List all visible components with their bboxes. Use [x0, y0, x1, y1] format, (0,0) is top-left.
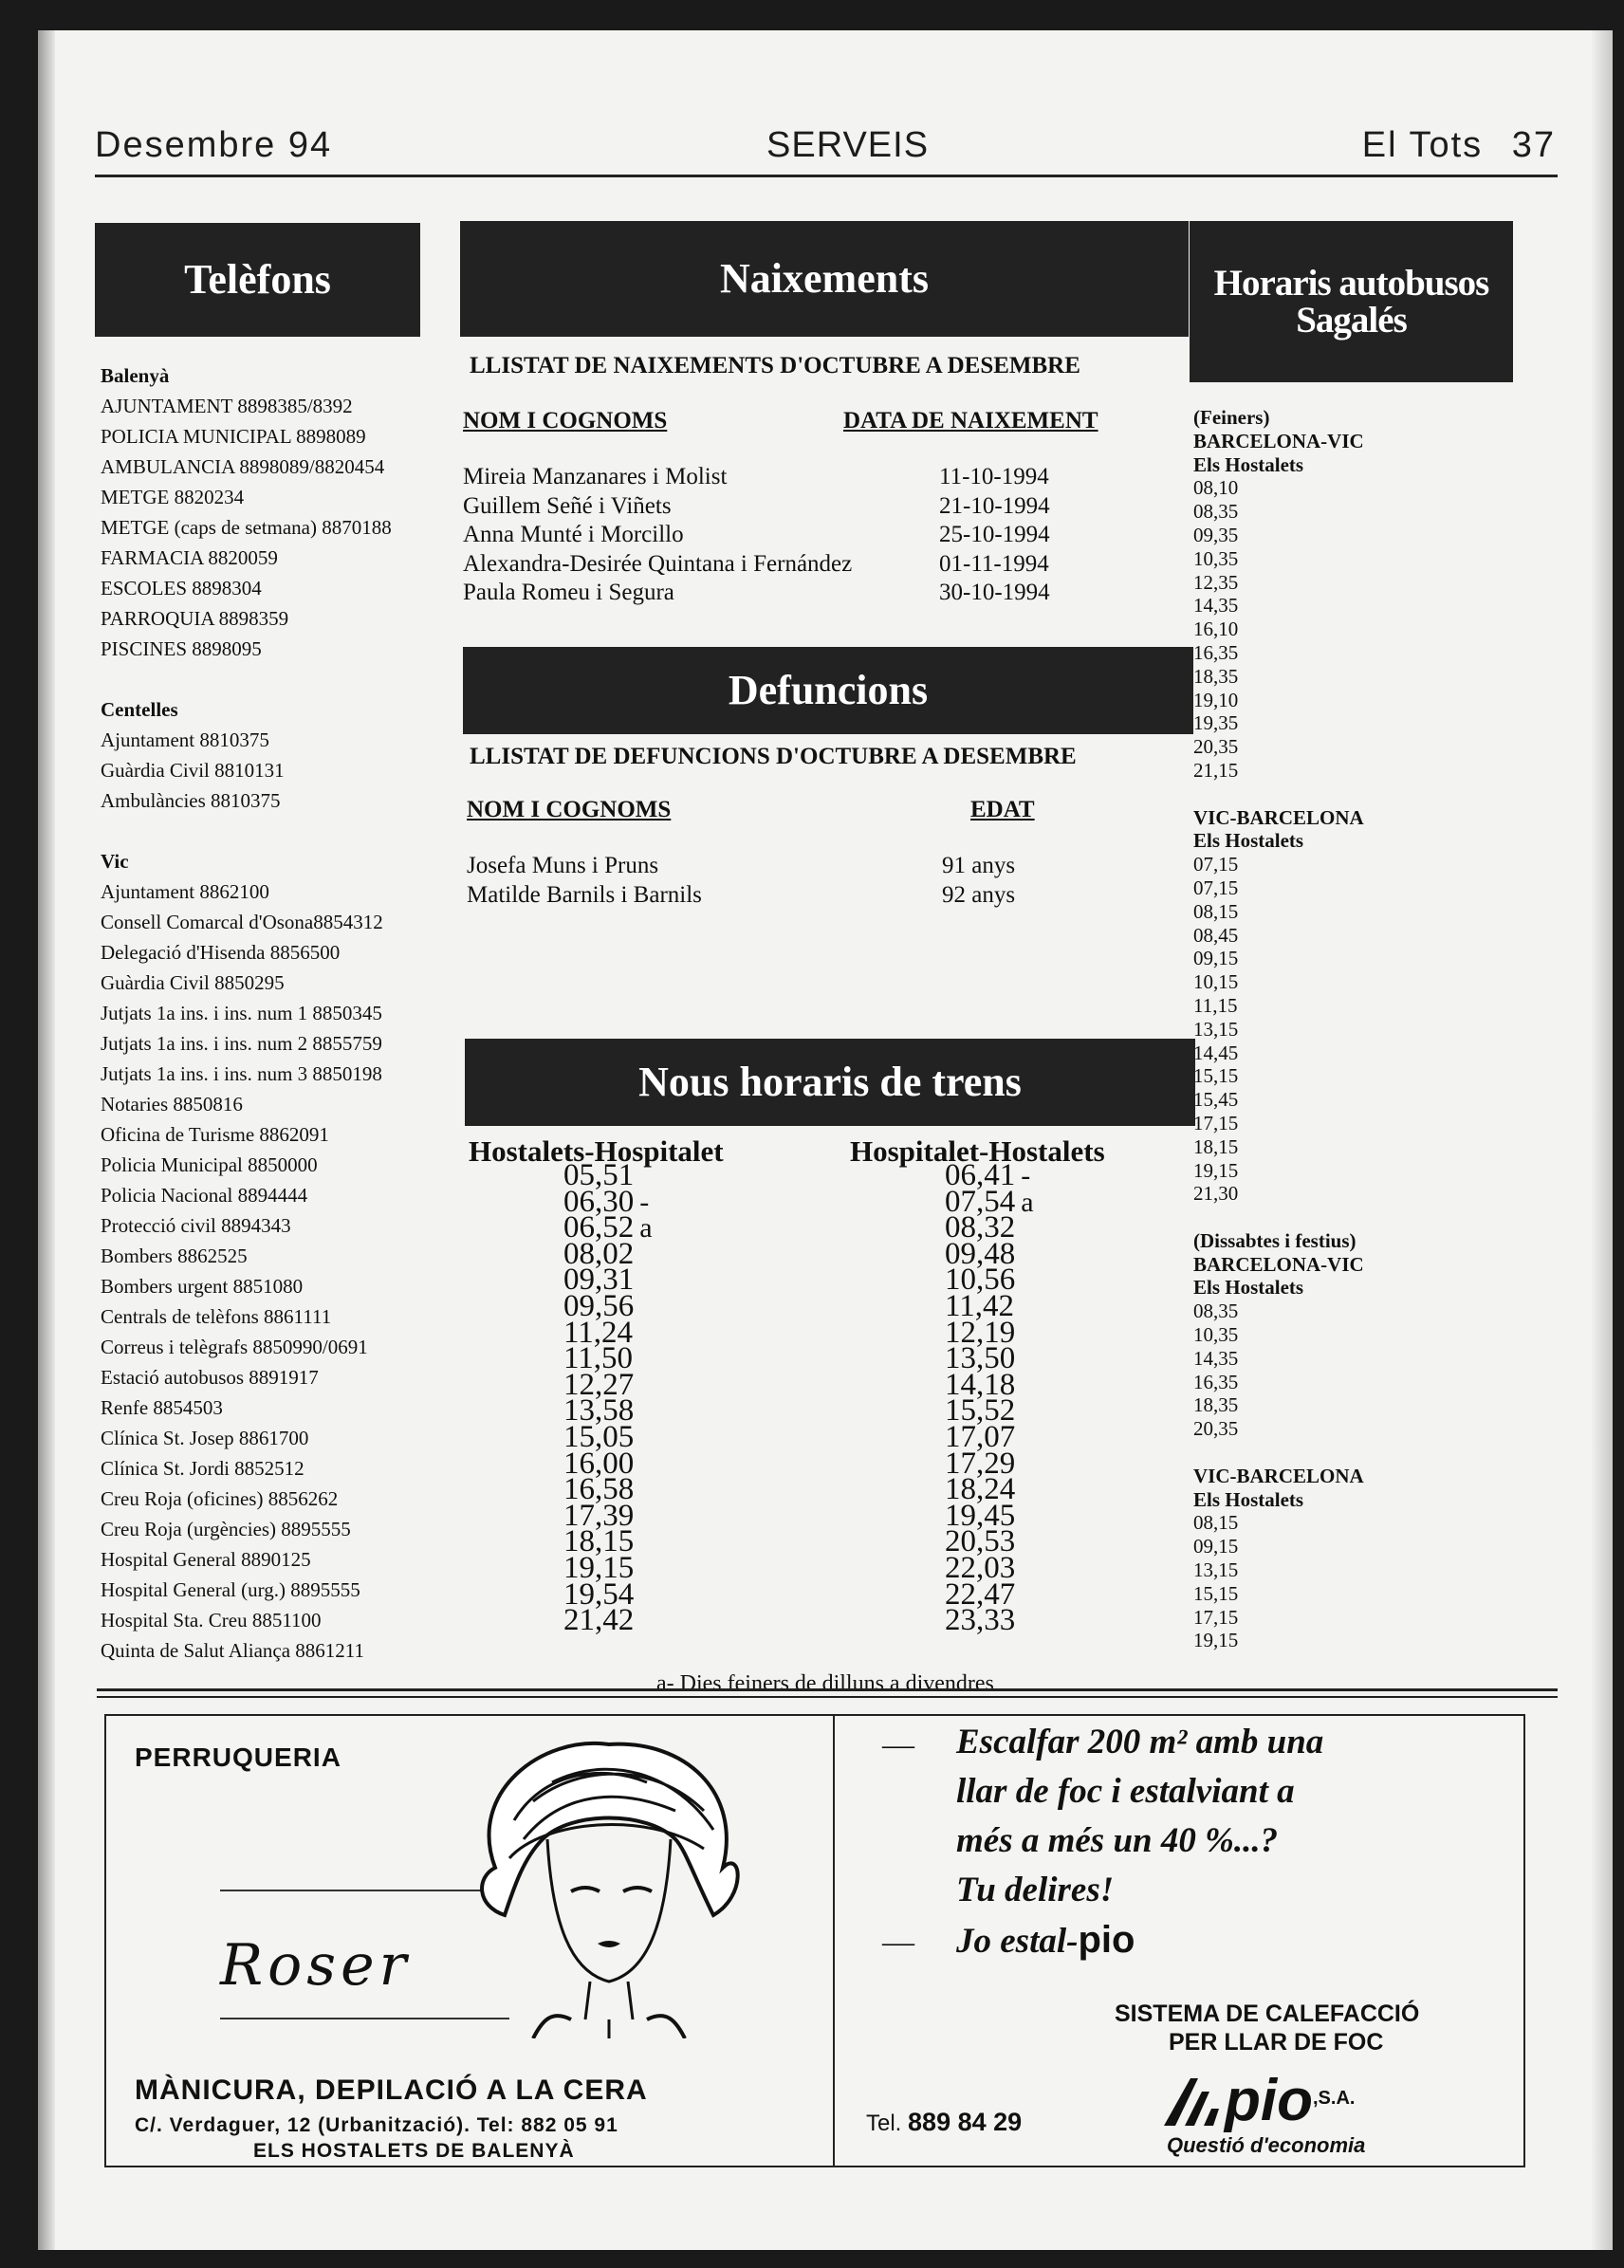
naixement-date: 11-10-1994 [939, 464, 1049, 489]
ad-pio-phone [866, 2108, 1022, 2137]
phone-entry: Creu Roja (urgències) 8895555 [101, 1518, 351, 1540]
bus-time: 21,30 [1193, 1182, 1239, 1206]
bus-time: 17,15 [1193, 1111, 1239, 1134]
pio-logo-icon [1162, 2074, 1221, 2128]
trens-title: Nous horaris de trens [638, 1059, 1022, 1105]
phone-entry: AMBULANCIA 8898089/8820454 [101, 455, 385, 478]
naixement-name: Paula Romeu i Segura [463, 580, 674, 605]
trens-dir1-times [563, 1158, 653, 1638]
ad-pio-phone-number: 889 84 29 [908, 2108, 1023, 2136]
bus-time: 15,15 [1193, 1064, 1239, 1088]
defuncio-name: Matilde Barnils i Barnils [467, 881, 702, 908]
bus-time: 07,15 [1193, 876, 1239, 899]
ad-pio-dash: — [882, 1925, 914, 1960]
defuncions-names [467, 852, 702, 910]
defuncions-col-age: EDAT [970, 797, 1035, 822]
phone-entry: Bombers urgent 8851080 [101, 1275, 304, 1298]
telefons-title: Telèfons [184, 256, 331, 303]
phone-entry: Consell Comarcal d'Osona8854312 [101, 911, 383, 933]
bus-route-heading: VIC-BARCELONA [1193, 1464, 1364, 1487]
ad-pio-tagline1: SISTEMA DE CALEFACCIÓ [1115, 2001, 1420, 2027]
telefons-banner [95, 223, 420, 337]
bus-time: 19,15 [1193, 1158, 1239, 1182]
train-time: 06,30 -a [563, 1184, 653, 1245]
naixements-col-date: DATA DE NAIXEMENT [843, 408, 1098, 433]
ad-pio-motto: Questió d'economia [1167, 2133, 1366, 2157]
header-rule [95, 175, 1558, 177]
bus-time: 17,15 [1193, 1605, 1239, 1629]
page-header [95, 125, 1556, 167]
train-time: 06,52 [563, 1210, 635, 1245]
phone-entry: Jutjats 1a ins. i ins. num 1 8850345 [101, 1002, 382, 1024]
train-time: 15,05 [563, 1419, 635, 1454]
phone-entry: METGE 8820234 [101, 486, 245, 508]
bus-time: 08,35 [1193, 500, 1239, 524]
bus-time: 09,15 [1193, 1535, 1239, 1558]
phone-entry: Jutjats 1a ins. i ins. num 2 8855759 [101, 1032, 382, 1055]
defuncions-title: Defuncions [728, 667, 929, 713]
phone-entry: Guàrdia Civil 8850295 [101, 971, 285, 994]
train-time: 21,42 [563, 1603, 635, 1638]
phone-entry: Notaries 8850816 [101, 1093, 243, 1116]
train-time: 20,53 [945, 1524, 1016, 1559]
train-time: 10,56 [945, 1263, 1016, 1298]
bus-time: 14,35 [1193, 1346, 1239, 1370]
phone-entry: Clínica St. Josep 8861700 [101, 1427, 309, 1449]
bus-time: 15,45 [1193, 1088, 1239, 1112]
train-time: 08,02 [563, 1236, 635, 1271]
phone-entry: PISCINES 8898095 [101, 637, 262, 660]
defuncio-age: 92 anys [942, 881, 1016, 908]
bus-time: 13,15 [1193, 1017, 1239, 1041]
defuncions-subtitle: LLISTAT DE DEFUNCIONS D'OCTUBRE A DESEMBRE [470, 744, 1077, 769]
autobusos-title-line1: Horaris autobusos [1213, 263, 1489, 304]
phone-group-name: Balenyà [101, 364, 170, 387]
hairdresser-illustration [457, 1735, 751, 2038]
train-time: 07,54 [945, 1184, 1016, 1219]
train-time-suffix: -a [639, 1186, 653, 1245]
ad-pio [833, 1714, 1525, 2167]
naixements-dates [939, 463, 1050, 608]
autobusos-title-line2: Sagalés [1296, 300, 1407, 341]
bus-time: 15,15 [1193, 1581, 1239, 1605]
ad-pio-slogan-line: més a més un 40 %...? [956, 1821, 1279, 1860]
bus-time: 14,45 [1193, 1041, 1239, 1064]
train-time: 17,07 [945, 1419, 1016, 1454]
train-time: 13,50 [945, 1341, 1016, 1376]
naixements-title: Naixements [720, 255, 929, 302]
telefons-list [101, 360, 428, 1666]
train-time: 16,58 [563, 1472, 635, 1507]
phone-entry: METGE (caps de setmana) 8870188 [101, 516, 392, 539]
train-time: 11,42 [945, 1288, 1015, 1323]
bus-time: 08,10 [1193, 476, 1239, 500]
bus-time: 10,35 [1193, 546, 1239, 570]
trens-dir2-times [945, 1158, 1034, 1638]
header-publication-name: El Tots [1361, 125, 1484, 165]
ad-pio-logo [1162, 2067, 1355, 2134]
ad-roser-heading: PERRUQUERIA [135, 1742, 341, 1772]
naixements-banner [460, 221, 1189, 337]
phone-group-name: Vic [101, 850, 129, 873]
ad-roser-address: C/. Verdaguer, 12 (Urbanització). Tel: 882 05 91 [135, 2114, 618, 2136]
naixement-name: Guillem Señé i Viñets [463, 492, 672, 519]
ads-separator-bottom [97, 1696, 1558, 1698]
ad-pio-answer-text: Jo estal- [956, 1922, 1079, 1961]
train-time: 09,48 [945, 1236, 1016, 1271]
phone-entry: Centrals de telèfons 8861111 [101, 1305, 332, 1328]
bus-time: 19,35 [1193, 711, 1239, 735]
bus-time: 16,35 [1193, 640, 1239, 664]
bus-time: 18,15 [1193, 1134, 1239, 1158]
ad-pio-slogan-line: llar de foc i estalviant a [956, 1772, 1295, 1811]
bus-time: 08,35 [1193, 1300, 1239, 1323]
ad-pio-answer [956, 1915, 1135, 1966]
bus-time: 18,35 [1193, 1393, 1239, 1417]
bus-time: 10,15 [1193, 970, 1239, 994]
ad-pio-slogan-line: Tu delires! [956, 1871, 1115, 1909]
defuncio-name: Josefa Muns i Pruns [467, 853, 659, 878]
bus-period-heading: (Dissabtes i festius) [1193, 1228, 1356, 1252]
bus-stop-heading: Els Hostalets [1193, 829, 1304, 853]
bus-route-heading: BARCELONA-VIC [1193, 1252, 1364, 1276]
phone-entry: POLICIA MUNICIPAL 8898089 [101, 425, 366, 448]
phone-entry: Ajuntament 8810375 [101, 728, 269, 751]
train-time: 17,39 [563, 1498, 635, 1533]
train-time: 17,29 [945, 1446, 1016, 1481]
bus-time: 08,45 [1193, 923, 1239, 947]
phone-entry: Creu Roja (oficines) 8856262 [101, 1487, 339, 1510]
header-publication [1362, 125, 1556, 166]
train-time: 19,54 [563, 1577, 635, 1612]
bus-time: 21,15 [1193, 758, 1239, 782]
trens-dir2-heading: Hospitalet-Hostalets [850, 1134, 1105, 1168]
train-time: 09,31 [563, 1263, 635, 1298]
phone-entry: FARMACIA 8820059 [101, 546, 278, 569]
ad-pio-slogan [956, 1718, 1323, 1915]
bus-time: 20,35 [1193, 1417, 1239, 1441]
ad-pio-answer-brand: pio [1078, 1919, 1135, 1961]
header-month: Desembre 94 [95, 125, 333, 165]
naixements-col-name: NOM I COGNOMS [463, 408, 668, 433]
ad-roser-logo: Roser [220, 1932, 412, 1999]
train-time: 06,41 -a [945, 1158, 1034, 1218]
ad-pio-brand: pio [1225, 2068, 1313, 2133]
phone-entry: ESCOLES 8898304 [101, 577, 262, 599]
train-time: 12,19 [945, 1315, 1016, 1350]
train-time: 19,15 [563, 1550, 635, 1585]
bus-route-heading: BARCELONA-VIC [1193, 429, 1364, 452]
header-page-number: 37 [1511, 125, 1556, 165]
page-fold-shadow [38, 30, 55, 2250]
bus-stop-heading: Els Hostalets [1193, 1276, 1304, 1300]
phone-entry: Quinta de Salut Aliança 8861211 [101, 1639, 365, 1662]
bus-route-heading: VIC-BARCELONA [1193, 805, 1364, 829]
train-time: 15,52 [945, 1393, 1016, 1429]
train-time: 22,47 [945, 1577, 1016, 1612]
defuncions-banner [463, 647, 1193, 734]
ad-pio-brand-suffix: ,S.A. [1312, 2088, 1356, 2110]
train-time: 11,50 [563, 1341, 634, 1376]
naixements-names [463, 463, 852, 608]
naixement-name: Mireia Manzanares i Molist [463, 464, 728, 489]
phone-entry: Guàrdia Civil 8810131 [101, 759, 285, 782]
phone-entry: Hospital General 8890125 [101, 1548, 311, 1571]
page-edge-shadow [1592, 30, 1613, 2250]
phone-entry: Jutjats 1a ins. i ins. num 3 8850198 [101, 1062, 382, 1085]
phone-entry: Oficina de Turisme 8862091 [101, 1123, 329, 1146]
trens-dir1-heading: Hostalets-Hospitalet [469, 1134, 724, 1168]
bus-time: 07,15 [1193, 853, 1239, 876]
train-time: 22,03 [945, 1550, 1016, 1585]
phone-entry: Correus i telègrafs 8850990/0691 [101, 1336, 368, 1358]
defuncions-col-name: NOM I COGNOMS [467, 797, 672, 822]
naixement-date: 30-10-1994 [939, 580, 1050, 605]
bus-time: 10,35 [1193, 1323, 1239, 1347]
train-time: 23,33 [945, 1603, 1016, 1638]
bus-stop-heading: Els Hostalets [1193, 452, 1304, 476]
bus-time: 09,15 [1193, 947, 1239, 970]
ad-roser-town: ELS HOSTALETS DE BALENYÀ [253, 2140, 575, 2162]
phone-entry: Hospital Sta. Creu 8851100 [101, 1609, 322, 1632]
train-time: 05,51 [563, 1158, 635, 1192]
autobusos-schedule [1193, 406, 1506, 1652]
phone-entry: Delegació d'Hisenda 8856500 [101, 941, 341, 964]
phone-group-balenya [101, 360, 428, 664]
autobusos-banner [1190, 221, 1513, 382]
phone-entry: Hospital General (urg.) 8895555 [101, 1578, 360, 1601]
train-time-suffix: -a [1021, 1160, 1034, 1218]
bus-time: 11,15 [1193, 993, 1238, 1017]
bus-time: 20,35 [1193, 735, 1239, 759]
bus-stop-heading: Els Hostalets [1193, 1487, 1304, 1511]
naixement-name: Alexandra-Desirée Quintana i Fernández [463, 550, 853, 577]
phone-entry: Clínica St. Jordi 8852512 [101, 1457, 304, 1480]
train-time: 09,56 [563, 1288, 635, 1323]
train-time: 19,45 [945, 1498, 1016, 1533]
phone-entry: Policia Nacional 8894444 [101, 1184, 308, 1207]
train-time: 08,32 [945, 1210, 1016, 1245]
trens-banner [465, 1039, 1195, 1126]
trens-note: a- Dies feiners de dilluns a divendres [656, 1671, 994, 1696]
bus-time: 14,35 [1193, 594, 1239, 618]
naixement-date: 21-10-1994 [939, 492, 1050, 519]
phone-entry: PARROQUIA 8898359 [101, 607, 289, 630]
bus-time: 12,35 [1193, 570, 1239, 594]
phone-entry: Bombers 8862525 [101, 1245, 248, 1267]
phone-entry: Policia Municipal 8850000 [101, 1153, 318, 1176]
train-time: 18,15 [563, 1524, 635, 1559]
phone-group-centelles [101, 694, 428, 816]
ad-roser [104, 1714, 837, 2167]
bus-time: 13,15 [1193, 1558, 1239, 1582]
ad-pio-dash: — [882, 1727, 914, 1762]
bus-period-heading: (Feiners) [1193, 406, 1270, 429]
ad-pio-tagline2: PER LLAR DE FOC [1169, 2029, 1384, 2056]
phone-entry: Protecció civil 8894343 [101, 1214, 291, 1237]
phone-entry: Estació autobusos 8891917 [101, 1366, 319, 1389]
train-time: 11,24 [563, 1315, 634, 1350]
ad-pio-phone-label: Tel. [866, 2111, 902, 2136]
train-time: 12,27 [563, 1367, 635, 1402]
phone-entry: Ajuntament 8862100 [101, 880, 269, 903]
naixement-name: Anna Munté i Morcillo [463, 522, 684, 547]
naixement-date: 01-11-1994 [939, 550, 1049, 577]
naixements-subtitle: LLISTAT DE NAIXEMENTS D'OCTUBRE A DESEMBRE [470, 353, 1080, 378]
bus-time: 16,35 [1193, 1370, 1239, 1393]
defuncio-age: 91 anys [942, 853, 1016, 878]
phone-group-vic [101, 846, 428, 1666]
phone-entry: Ambulàncies 8810375 [101, 789, 281, 812]
train-time: 13,58 [563, 1393, 635, 1429]
train-time: 18,24 [945, 1472, 1016, 1507]
phone-entry: Renfe 8854503 [101, 1396, 223, 1419]
ad-pio-slogan-line: Escalfar 200 m² amb una [956, 1723, 1324, 1761]
magazine-page [38, 30, 1613, 2250]
ad-roser-services: MÀNICURA, DEPILACIÓ A LA CERA [135, 2074, 648, 2106]
phone-entry: AJUNTAMENT 8898385/8392 [101, 395, 353, 417]
bus-time: 09,35 [1193, 523, 1239, 546]
defuncions-ages [942, 852, 1015, 910]
bus-time: 08,15 [1193, 899, 1239, 923]
train-time: 16,00 [563, 1446, 635, 1481]
bus-time: 18,35 [1193, 664, 1239, 688]
bus-time: 19,15 [1193, 1629, 1239, 1652]
bus-time: 19,10 [1193, 688, 1239, 711]
bus-time: 08,15 [1193, 1511, 1239, 1535]
train-time: 14,18 [945, 1367, 1016, 1402]
bus-time: 16,10 [1193, 618, 1239, 641]
naixement-date: 25-10-1994 [939, 522, 1050, 547]
header-section: SERVEIS [766, 125, 930, 165]
ads-separator-top [97, 1688, 1558, 1691]
phone-group-name: Centelles [101, 698, 178, 721]
